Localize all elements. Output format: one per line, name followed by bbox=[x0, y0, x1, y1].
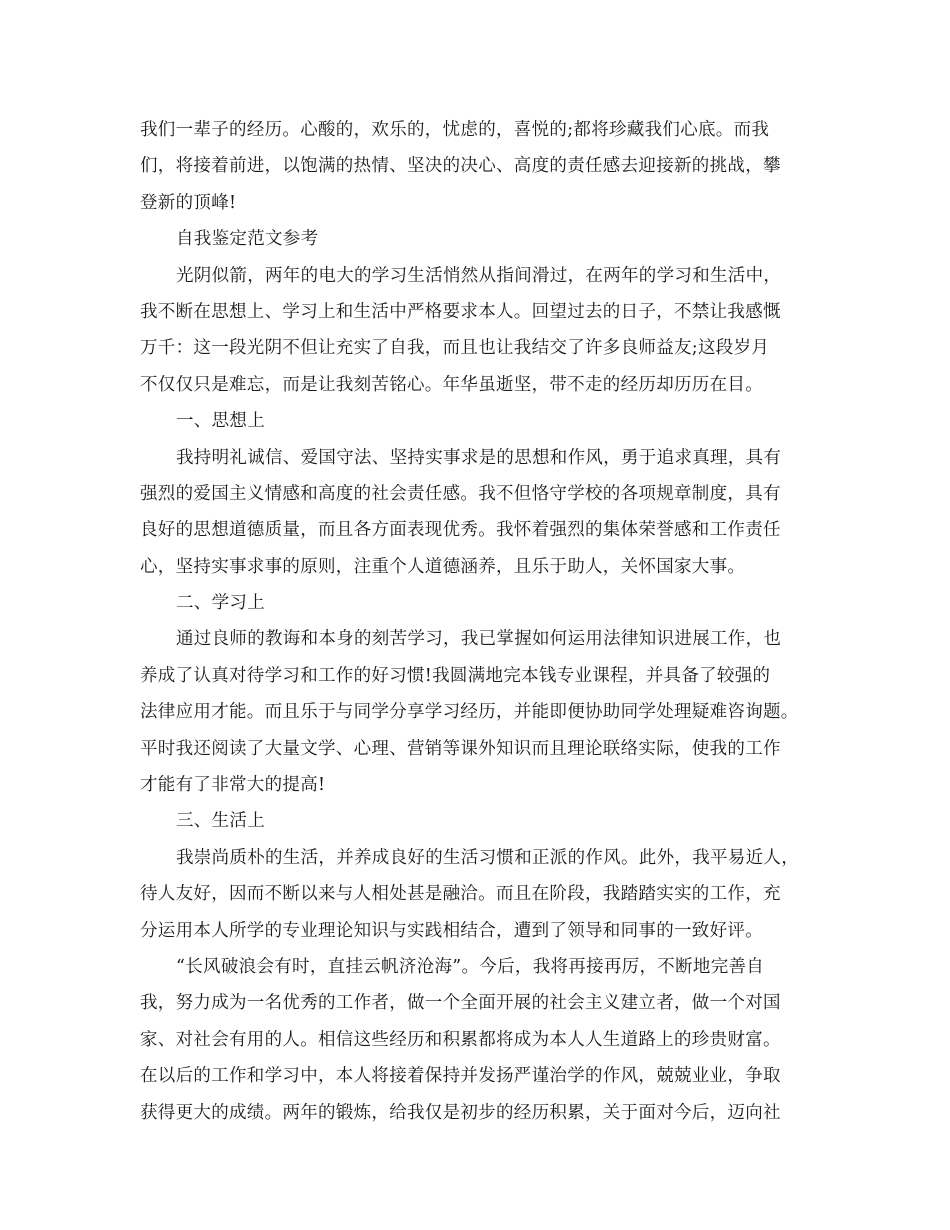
text-line: 在以后的工作和学习中，本人将接着保持并发扬严谨治学的作风，兢兢业业，争取 bbox=[140, 1066, 781, 1087]
text-line: 心，坚持实事求事的原则，注重个人道德涵养，且乐于助人，关怀国家大事。 bbox=[140, 556, 746, 577]
text-line: 分运用本人所学的专业理论知识与实践相结合，遭到了领导和同事的一致好评。 bbox=[140, 920, 763, 941]
text-line: 法律应用才能。而且乐于与同学分享学习经历，并能即便协助同学处理疑难咨询题。 bbox=[140, 702, 799, 723]
text-line: 二、学习上 bbox=[176, 593, 265, 614]
text-line: 待人友好，因而不断以来与人相处甚是融洽。而且在阶段，我踏踏实实的工作，充 bbox=[140, 884, 781, 905]
text-line: 登新的顶峰! bbox=[140, 192, 237, 213]
text-line: 光阴似箭，两年的电大的学习生活悄然从指间滑过，在两年的学习和生活中， bbox=[176, 265, 782, 286]
text-line: 才能有了非常大的提高! bbox=[140, 775, 326, 796]
document-body bbox=[140, 112, 816, 1131]
text-line: 我，努力成为一名优秀的工作者，做一个全面开展的社会主义建立者，做一个对国 bbox=[140, 993, 781, 1014]
text-line: “长风破浪会有时，直挂云帆济沧海”。今后，我将再接再厉，不断地完善自 bbox=[176, 956, 765, 977]
text-line: 我持明礼诚信、爱国守法、坚持实事求是的思想和作风，勇于追求真理，具有 bbox=[176, 447, 782, 468]
text-line: 获得更大的成绩。两年的锻炼，给我仅是初步的经历积累，关于面对今后，迈向社 bbox=[140, 1102, 781, 1123]
text-line: 养成了认真对待学习和工作的好习惯!我圆满地完本钱专业课程，并具备了较强的 bbox=[140, 665, 771, 686]
text-line: 我崇尚质朴的生活，并养成良好的生活习惯和正派的作风。此外，我平易近人， bbox=[176, 847, 799, 868]
text-line: 们，将接着前进，以饱满的热情、坚决的决心、高度的责任感去迎接新的挑战，攀 bbox=[140, 156, 781, 177]
text-line: 不仅仅只是难忘，而是让我刻苦铭心。年华虽逝坚，带不走的经历却历历在目。 bbox=[140, 374, 763, 395]
text-line: 自我鉴定范文参考 bbox=[176, 229, 319, 250]
text-line: 我不断在思想上、学习上和生活中严格要求本人。回望过去的日子，不禁让我感慨 bbox=[140, 301, 781, 322]
text-line: 三、生活上 bbox=[176, 811, 265, 832]
text-line: 一、思想上 bbox=[176, 411, 265, 432]
text-line: 平时我还阅读了大量文学、心理、营销等课外知识而且理论联络实际，使我的工作 bbox=[140, 738, 781, 759]
text-line: 我们一辈子的经历。心酸的，欢乐的，忧虑的，喜悦的;都将珍藏我们心底。而我 bbox=[140, 120, 770, 140]
text-line: 良好的思想道德质量，而且各方面表现优秀。我怀着强烈的集体荣誉感和工作责任 bbox=[140, 520, 781, 541]
text-line: 强烈的爱国主义情感和高度的社会责任感。我不但恪守学校的各项规章制度，具有 bbox=[140, 483, 781, 504]
text-line: 通过良师的教诲和本身的刻苦学习，我已掌握如何运用法律知识进展工作，也 bbox=[176, 629, 782, 650]
text-line: 家、对社会有用的人。相信这些经历和积累都将成为本人人生道路上的珍贵财富。 bbox=[140, 1029, 781, 1050]
text-line: 万千：这一段光阴不但让充实了自我，而且也让我结交了许多良师益友;这段岁月 bbox=[140, 338, 770, 359]
